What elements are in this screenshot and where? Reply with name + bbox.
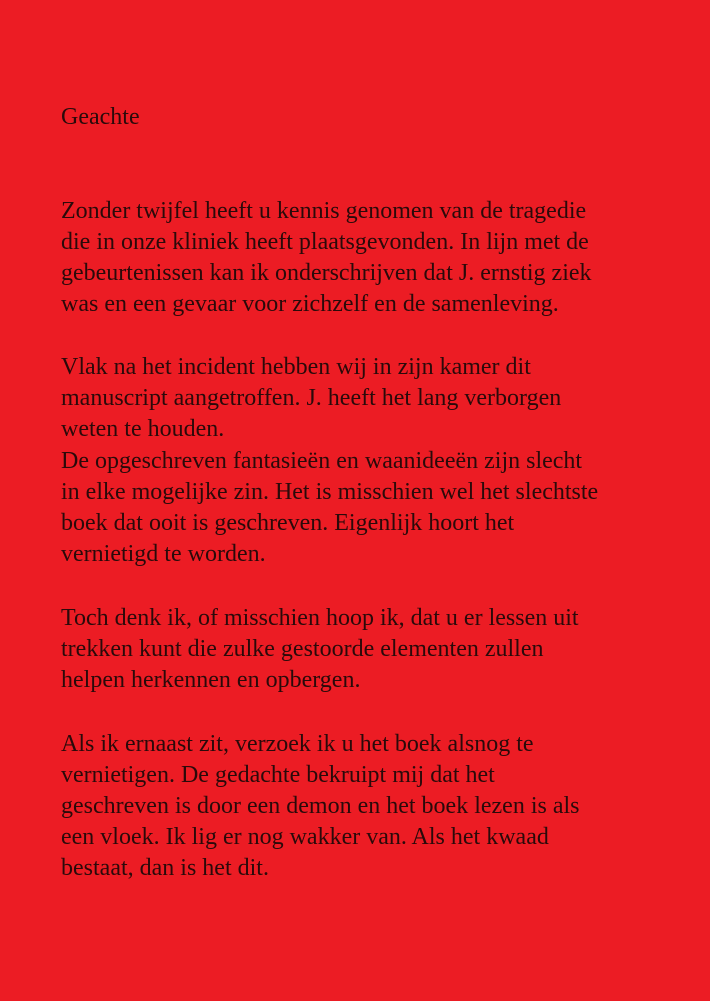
salutation: Geachte: [61, 104, 140, 130]
paragraph-lessons: Toch denk ik, of misschien hoop ik, dat u er lessen uit trekken kunt die zulke gestoorde elementen zullen helpen herkennen en opbergen.: [61, 605, 579, 693]
paragraph-tragedy: Zonder twijfel heeft u kennis genomen van de tragedie die in onze kliniek heeft plaatsgevonden. In lijn met de gebeurtenissen kan ik onderschrijven dat J. ernstig ziek was en een gevaar voor zichzelf en de samenleving.: [61, 198, 592, 317]
paragraph-destroy-request: Als ik ernaast zit, verzoek ik u het boek alsnog te vernietigen. De gedachte bekruipt mij dat het geschreven is door een demon en het boek lezen is als een vloek. Ik lig er nog wakker van. Als het kwaad bestaat, dan is het dit.: [61, 731, 580, 881]
paragraph-fantasies: De opgeschreven fantasieën en waanideeën zijn slecht in elke mogelijke zin. Het is misschien wel het slechtste boek dat ooit is geschreven. Eigenlijk hoort het vernietigd te worden.: [61, 448, 599, 567]
paragraph-manuscript-found: Vlak na het incident hebben wij in zijn kamer dit manuscript aangetroffen. J. heeft het lang verborgen weten te houden.: [61, 354, 562, 442]
